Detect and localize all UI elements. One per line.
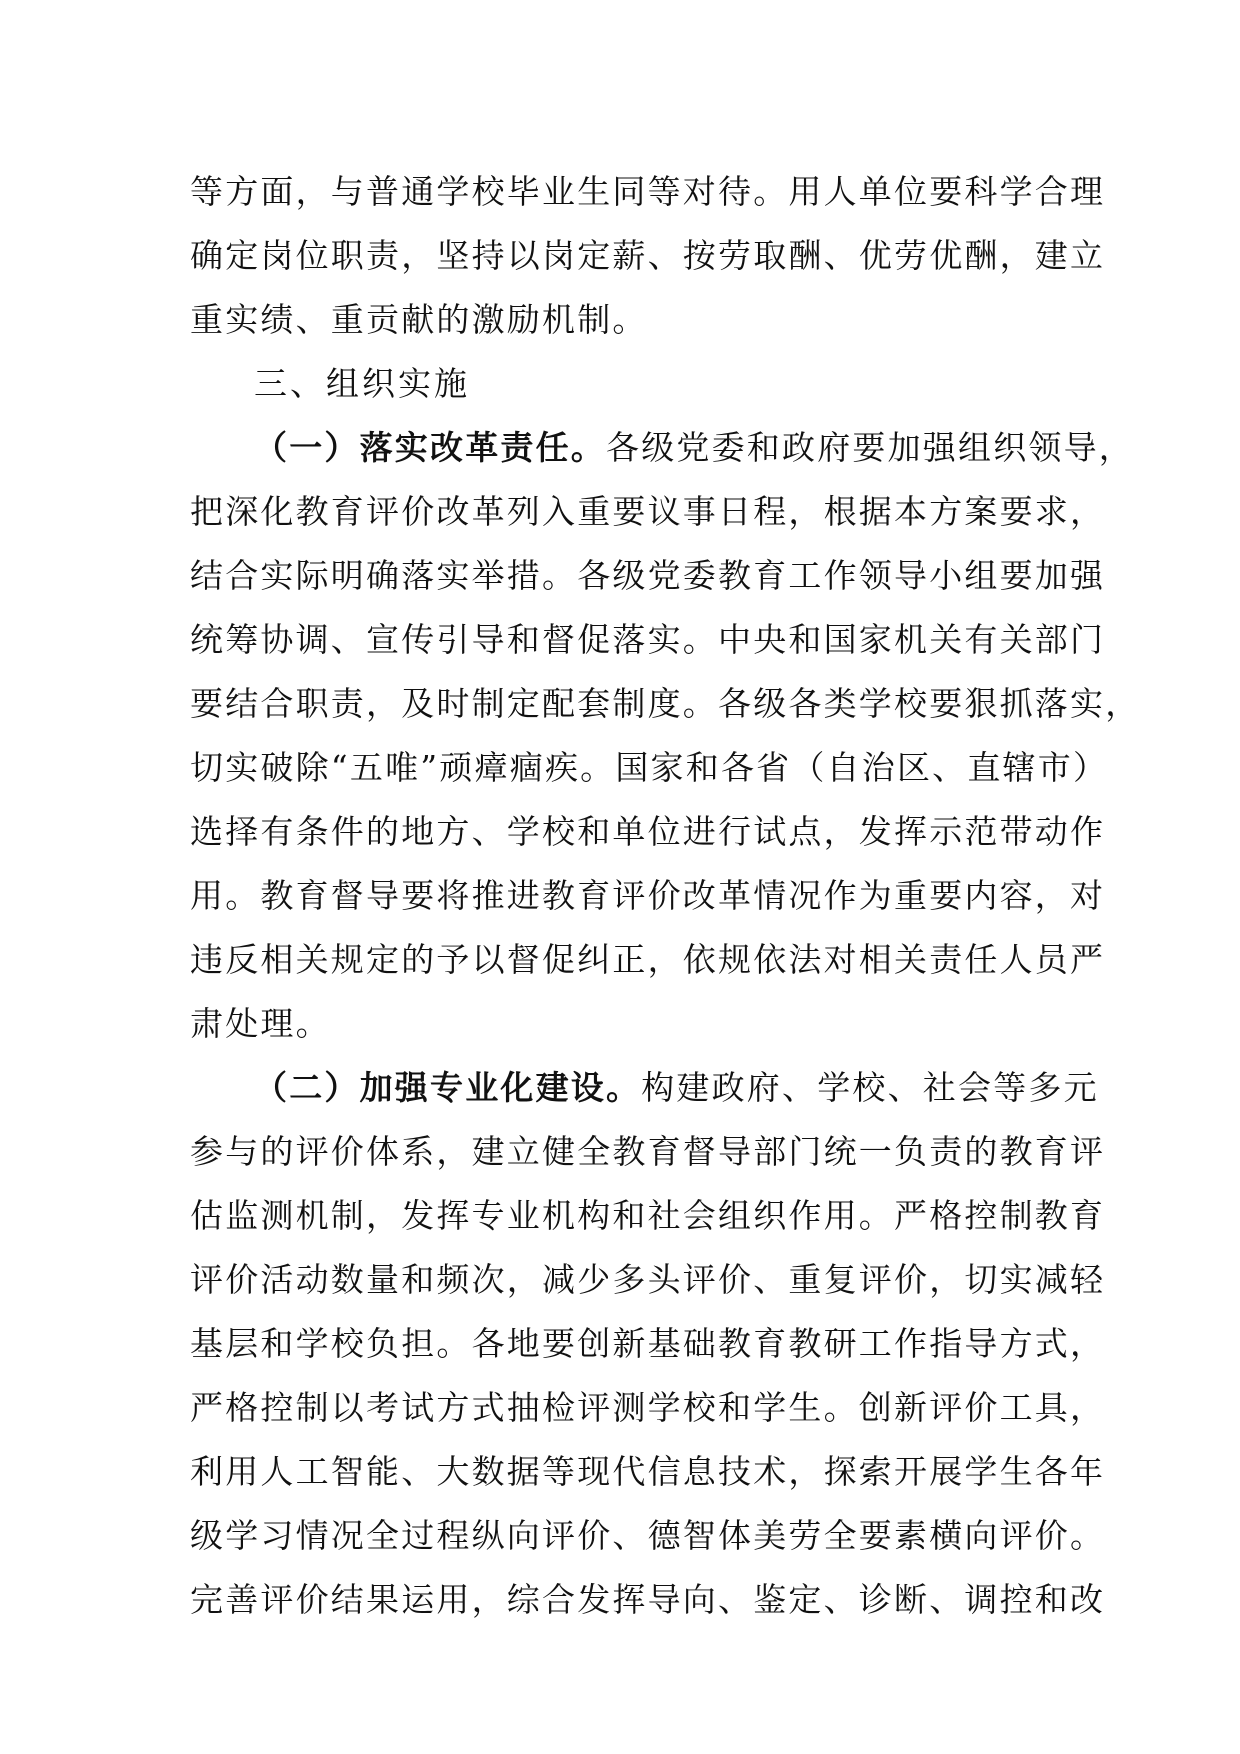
paragraph-line: 用。教育督导要将推进教育评价改革情况作为重要内容，对 (190, 876, 1106, 915)
paragraph-line: 利用人工智能、大数据等现代信息技术，探索开展学生各年 (190, 1452, 1106, 1491)
paragraph-line: 估监测机制，发挥专业机构和社会组织作用。严格控制教育 (190, 1196, 1106, 1235)
paragraph-line: 统筹协调、宣传引导和督促落实。中央和国家机关有关部门 (190, 620, 1106, 659)
document-body (190, 160, 1141, 1632)
paragraph-text: 构建政府、学校、社会等多元 (641, 1068, 1099, 1107)
paragraph-line: 基层和学校负担。各地要创新基础教育教研工作指导方式， (190, 1324, 1106, 1363)
subsection-title: （二）加强专业化建设。 (254, 1068, 642, 1107)
paragraph-line: 级学习情况全过程纵向评价、德智体美劳全要素横向评价。 (190, 1516, 1106, 1555)
paragraph-line: 完善评价结果运用，综合发挥导向、鉴定、诊断、调控和改 (190, 1580, 1106, 1619)
paragraph-line: 违反相关规定的予以督促纠正，依规依法对相关责任人员严 (190, 940, 1106, 979)
paragraph-line: 肃处理。 (190, 1004, 331, 1043)
paragraph-line: 选择有条件的地方、学校和单位进行试点，发挥示范带动作 (190, 812, 1106, 851)
paragraph-line: 把深化教育评价改革列入重要议事日程，根据本方案要求， (190, 492, 1106, 531)
paragraph-text: 各级党委和政府要加强组织领导， (606, 428, 1134, 467)
paragraph-line: 参与的评价体系，建立健全教育督导部门统一负责的教育评 (190, 1132, 1106, 1171)
paragraph-line: 切实破除“五唯”顽瘴痼疾。国家和各省（自治区、直辖市） (190, 748, 1109, 787)
paragraph-first-line (190, 1056, 1099, 1120)
paragraph-line: 重实绩、重贡献的激励机制。 (190, 300, 648, 339)
paragraph-line: 结合实际明确落实举措。各级党委教育工作领导小组要加强 (190, 556, 1106, 595)
paragraph-line: 确定岗位职责，坚持以岗定薪、按劳取酬、优劳优酬，建立 (190, 236, 1106, 275)
paragraph-line: 要结合职责，及时制定配套制度。各级各类学校要狠抓落实， (190, 684, 1141, 723)
paragraph-line: 严格控制以考试方式抽检评测学校和学生。创新评价工具， (190, 1388, 1106, 1427)
paragraph-line: 等方面，与普通学校毕业生同等对待。用人单位要科学合理 (190, 172, 1106, 211)
paragraph-first-line (190, 416, 1134, 480)
paragraph-line: 评价活动数量和频次，减少多头评价、重复评价，切实减轻 (190, 1260, 1106, 1299)
subsection-title: （一）落实改革责任。 (254, 428, 606, 467)
section-heading: 三、组织实施 (254, 364, 470, 403)
